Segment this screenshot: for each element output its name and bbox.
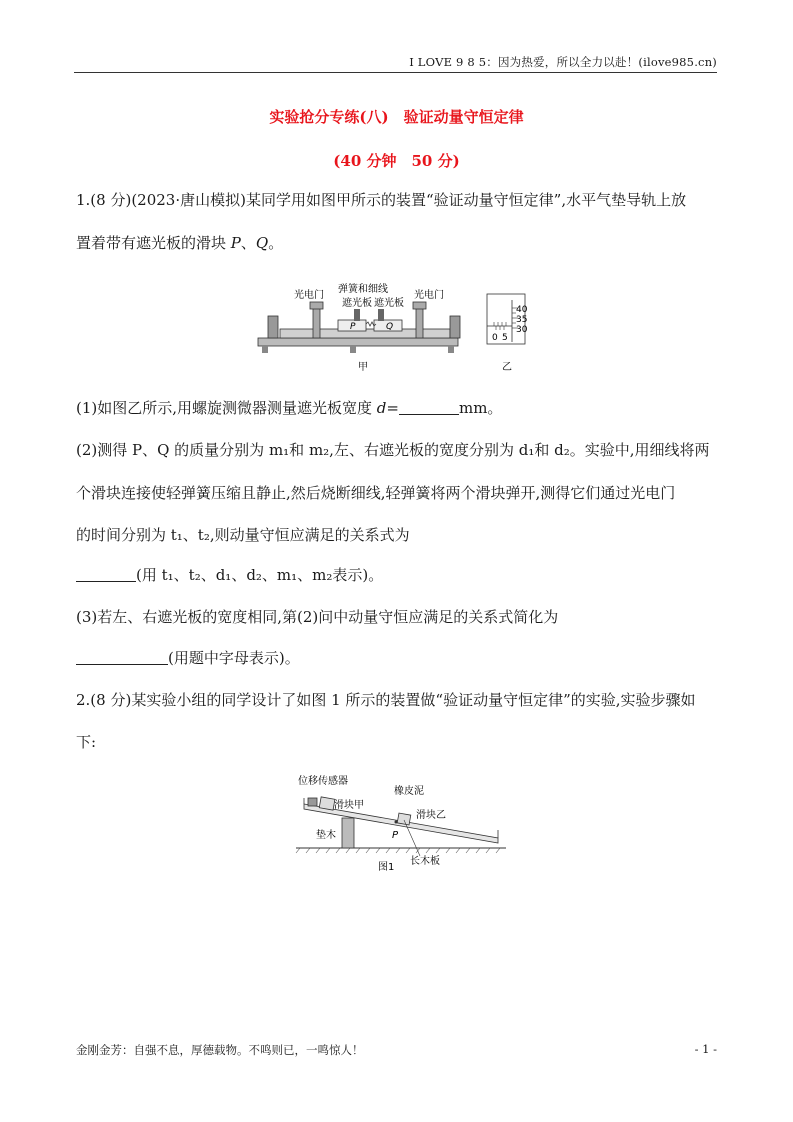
q1-part1-eq: = (386, 399, 399, 417)
page-header: I LOVE 9 8 5：因为热爱，所以全力以赴！(ilove985.cn) (409, 55, 717, 69)
fig-photogate-right: 光电门 (414, 290, 444, 301)
fig-block-label: 垫木 (316, 830, 336, 841)
page-footer-motto: 金刚金芳：自强不息，厚德载物。不鸣则已，一鸣惊人！ (76, 1043, 364, 1057)
fig-photogate-left: 光电门 (294, 290, 324, 301)
fig-point-p: P (392, 830, 399, 841)
scale-40: 40 (516, 305, 528, 315)
air-track-figure (250, 282, 550, 378)
q1-part2-line2: 个滑块连接使轻弹簧压缩且静止,然后烧断细线,轻弹簧将两个滑块弹开,测得它们通过光电门 (76, 484, 676, 502)
q1-sep: 、 (240, 234, 256, 252)
q2-intro-line2: 下: (76, 733, 97, 751)
fig-shade-left: 遮光板 (342, 298, 372, 309)
fig-board-label: 长木板 (410, 856, 440, 867)
fig-putty-label: 橡皮泥 (394, 786, 424, 797)
fig-shade-right: 遮光板 (374, 298, 404, 309)
scale-0: 0 (492, 333, 498, 343)
fig-slider-p: P (350, 322, 356, 332)
worksheet-title: 实验抢分专练(八) 验证动量守恒定律 (269, 108, 524, 126)
q1-intro-line1: 1.(8 分)(2023·唐山模拟)某同学用如图甲所示的装置“验证动量守恒定律”,水平气垫导轨上放 (76, 191, 687, 209)
fig-slider-q: Q (386, 322, 394, 332)
q1-part1-unit: mm。 (458, 399, 503, 417)
page-number: - 1 - (694, 1042, 717, 1056)
fig-spring-label: 弹簧和细线 (338, 284, 388, 295)
scale-30: 30 (516, 325, 528, 335)
q1-intro-text: 置着带有遮光板的滑块 (76, 234, 231, 252)
fig-label-jia: 甲 (358, 362, 368, 373)
q1-part3-line1: (3)若左、右遮光板的宽度相同,第(2)问中动量守恒应满足的关系式简化为 (76, 608, 559, 626)
q1-part1-d: d (376, 399, 387, 417)
q1-part3-blank[interactable] (76, 649, 168, 665)
q2-intro-line1: 2.(8 分)某实验小组的同学设计了如图 1 所示的装置做“验证动量守恒定律”的实验,实验步骤如 (76, 691, 696, 709)
q1-period: 。 (268, 234, 284, 252)
scale-5: 5 (502, 333, 508, 343)
fig-caption: 图1 (378, 862, 395, 873)
worksheet-subtitle: (40 分钟 50 分) (333, 152, 460, 170)
q1-part1 (76, 398, 721, 418)
q1-slider-q: Q (255, 234, 269, 252)
q1-intro-line2 (76, 233, 721, 253)
incline-figure (294, 768, 510, 878)
q1-part2-line1: (2)测得 P、Q 的质量分别为 m₁和 m₂,左、右遮光板的宽度分别为 d₁和 d₂。实验中,用细线将两 (76, 441, 710, 459)
q1-part1-text: (1)如图乙所示,用螺旋测微器测量遮光板宽度 (76, 399, 377, 417)
q1-part2-blank[interactable] (76, 566, 136, 582)
scale-35: 35 (516, 315, 528, 325)
q1-part3-line2 (76, 648, 721, 668)
header-rule (74, 72, 717, 73)
fig-slider-b-label: 滑块乙 (416, 810, 446, 821)
q1-part2-line4-text: (用 t₁、t₂、d₁、d₂、m₁、m₂表示)。 (136, 566, 384, 584)
q1-part2-line3: 的时间分别为 t₁、t₂,则动量守恒应满足的关系式为 (76, 526, 410, 544)
q1-slider-p: P (230, 234, 241, 252)
q1-part2-line4 (76, 565, 721, 585)
q1-part1-blank[interactable] (399, 399, 459, 415)
fig-label-yi: 乙 (502, 362, 512, 373)
fig-sensor-label: 位移传感器 (298, 776, 348, 787)
q1-part3-line2-text: (用题中字母表示)。 (168, 649, 300, 667)
fig-slider-a-label: 滑块甲 (334, 800, 364, 811)
